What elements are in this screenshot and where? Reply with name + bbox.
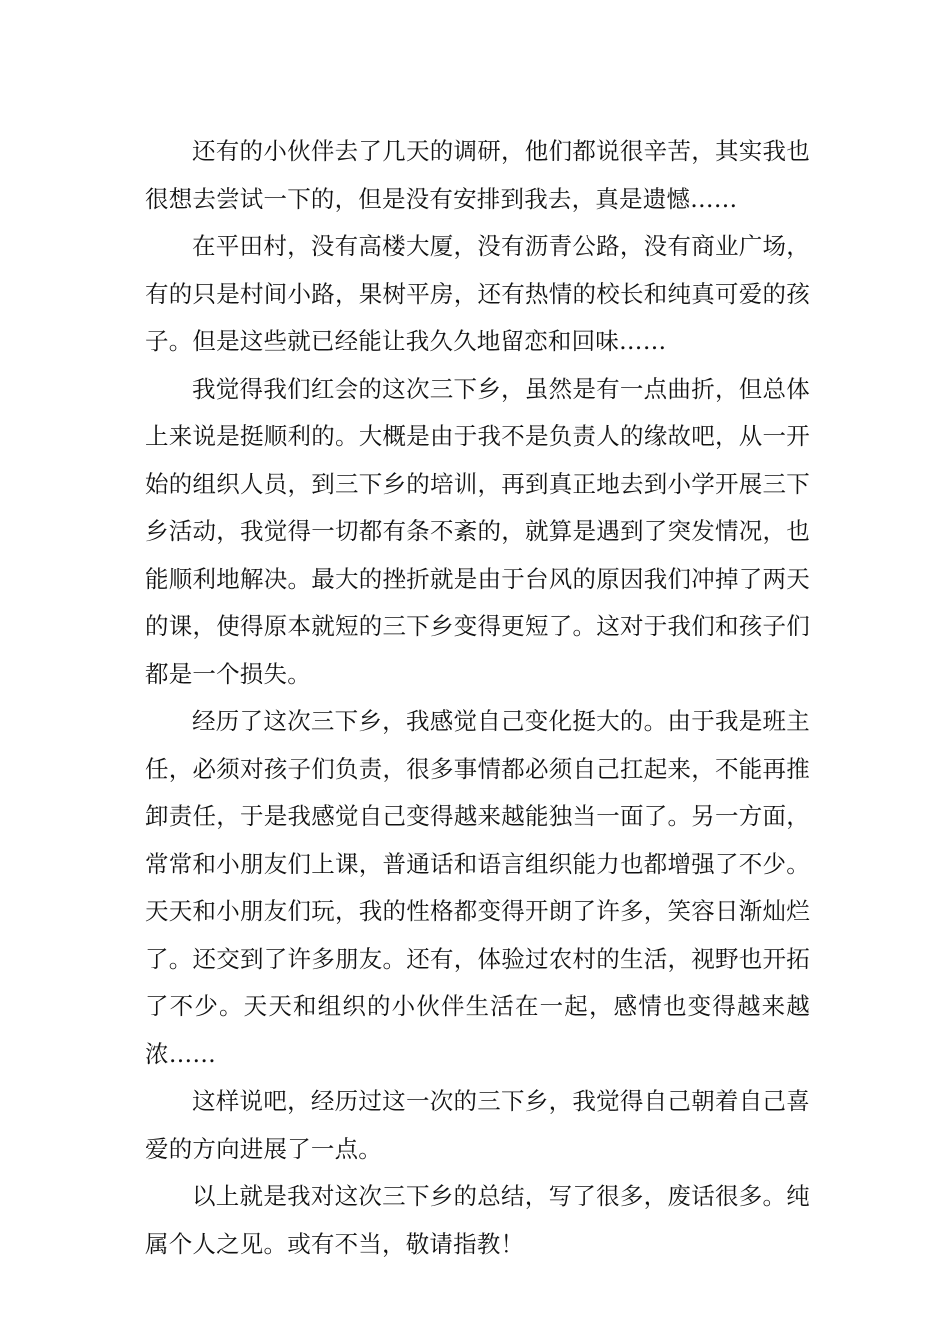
paragraph-pingtian-village: 在平田村，没有高楼大厦，没有沥青公路，没有商业广场，有的只是村间小路，果树平房，还有热情的校长和纯真可爱的孩子。但是这些就已经能让我久久地留恋和回味…… — [145, 232, 810, 355]
paragraph-progress: 这样说吧，经历过这一次的三下乡，我觉得自己朝着自己喜爱的方向进展了一点。 — [145, 1087, 810, 1163]
paragraph-research: 还有的小伙伴去了几天的调研，他们都说很辛苦，其实我也很想去尝试一下的，但是没有安排到我去，真是遗憾…… — [145, 137, 810, 213]
paragraph-conclusion: 以上就是我对这次三下乡的总结，写了很多，废话很多。纯属个人之见。或有不当，敬请指教！ — [145, 1182, 810, 1258]
paragraph-red-cross-trip: 我觉得我们红会的这次三下乡，虽然是有一点曲折，但总体上来说是挺顺利的。大概是由于我不是负责人的缘故吧，从一开始的组织人员，到三下乡的培训，再到真正地去到小学开展三下乡活动，我觉得一切都有条不紊的，就算是遇到了突发情况，也能顺利地解决。最大的挫折就是由于台风的原因我们冲掉了两天的课，使得原本就短的三下乡变得更短了。这对于我们和孩子们都是一个损失。 — [145, 374, 810, 688]
paragraph-personal-change: 经历了这次三下乡，我感觉自己变化挺大的。由于我是班主任，必须对孩子们负责，很多事情都必须自己扛起来，不能再推卸责任，于是我感觉自己变得越来越能独当一面了。另一方面，常常和小朋友们上课，普通话和语言组织能力也都增强了不少。天天和小朋友们玩，我的性格都变得开朗了许多，笑容日渐灿烂了。还交到了许多朋友。还有，体验过农村的生活，视野也开拓了不少。天天和组织的小伙伴生活在一起，感情也变得越来越浓…… — [145, 707, 810, 1068]
document-body — [145, 128, 810, 1268]
